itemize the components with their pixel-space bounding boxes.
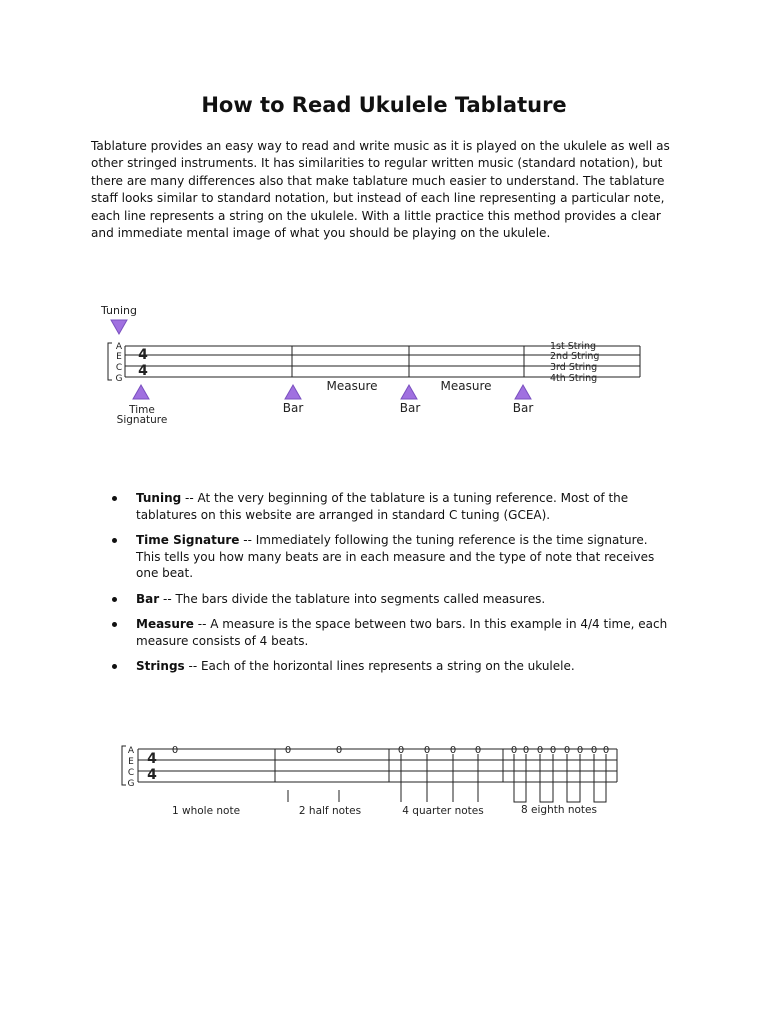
staff-lines (138, 749, 617, 782)
tuning-label: Tuning (100, 304, 138, 317)
tab-anatomy-diagram (0, 300, 768, 435)
string-letter-a: A (127, 746, 135, 756)
term-tuning: Tuning (136, 491, 182, 505)
staff-start-bracket (122, 746, 126, 785)
page-title: How to Read Ukulele Tablature (201, 93, 567, 117)
tuning-marker-icon (111, 320, 127, 334)
fret-number: 0 (536, 745, 544, 756)
fret-number: 0 (510, 745, 518, 756)
fret-number: 0 (474, 745, 482, 756)
bar-label-2: Bar (399, 401, 421, 415)
time-signature-label-2: Signature (116, 414, 168, 426)
string-letter-g: G (115, 374, 123, 384)
fret-number: 0 (576, 745, 584, 756)
eighth-note-beam (540, 754, 553, 802)
eighth-note-group (511, 745, 609, 802)
whole-note-label: 1 whole note (171, 805, 241, 817)
fret-number: 0 (563, 745, 571, 756)
quarter-note-group (398, 745, 481, 802)
string-letter-a: A (115, 342, 123, 352)
term-description: -- A measure is the space between two bars. In this example in 4/4 time, each measure consists of 4 beats. (136, 617, 668, 648)
half-notes-label: 2 half notes (298, 805, 362, 817)
list-item (108, 616, 668, 649)
bullet-dot-icon (112, 622, 117, 627)
fret-number: 0 (397, 745, 405, 756)
fret-number: 0 (171, 745, 179, 756)
note-duration-diagram (0, 735, 768, 830)
string-letter-e: E (116, 352, 122, 362)
eighth-notes-label: 8 eighth notes (521, 804, 597, 816)
list-item (108, 532, 668, 582)
eighth-note-beam (594, 754, 606, 802)
fret-number: 0 (522, 745, 530, 756)
time-signature-top: 4 (147, 751, 157, 767)
intro-paragraph: Tablature provides an easy way to read and write music as it is played on the ukulele as well as other stringed instruments. It has similarities to regular written music (standard notation), but there are many differences also that make tablature much easier to understand. The tablature staff looks similar to standard notation, but instead of each line representing a particular note, each line represents a string on the ukulele. With a little practice this method provides a clear and immediate mental image of what you should be playing on the ukulele. (91, 139, 670, 241)
time-signature-marker-icon (133, 385, 149, 399)
bullet-dot-icon (112, 597, 117, 602)
measure-label-1: Measure (326, 379, 378, 393)
measure-label-2: Measure (440, 379, 492, 393)
bar-label-1: Bar (282, 401, 304, 415)
time-signature-label-1: Time (129, 404, 155, 416)
eighth-note-beam (567, 754, 580, 802)
fret-number: 0 (449, 745, 457, 756)
staff-start-bracket (108, 343, 112, 380)
string-letter-g: G (127, 779, 135, 789)
string-label-4: 4th String (550, 373, 598, 384)
term-list (108, 490, 668, 684)
string-letter-c: C (127, 768, 135, 778)
bullet-dot-icon (112, 538, 117, 543)
fret-number: 0 (590, 745, 598, 756)
term-description: -- The bars divide the tablature into segments called measures. (159, 591, 546, 606)
string-label-2: 2nd String (550, 351, 600, 362)
term-description: -- Immediately following the tuning reference is the time signature. This tells you how many beats are in each measure and the type of note that receives one beat. (136, 533, 655, 580)
term-bar: Bar (136, 591, 160, 606)
string-label-3: 3rd String (550, 362, 598, 373)
time-signature-bottom: 4 (147, 767, 157, 783)
quarter-notes-label: 4 quarter notes (402, 805, 484, 817)
fret-number: 0 (423, 745, 431, 756)
bar-marker-icon-3 (515, 385, 531, 399)
list-item (108, 658, 668, 675)
term-description: -- At the very beginning of the tablature is a tuning reference. Most of the tablatures on this website are arranged in standard C tuning (GCEA). (136, 491, 629, 522)
term-time-signature: Time Signature (136, 533, 240, 547)
fret-number: 0 (335, 745, 343, 756)
bar-marker-icon-1 (285, 385, 301, 399)
bar-label-3: Bar (512, 401, 534, 415)
bullet-dot-icon (112, 664, 117, 669)
fret-number: 0 (284, 745, 292, 756)
list-item (108, 490, 668, 523)
bar-marker-icon-2 (401, 385, 417, 399)
fret-number: 0 (549, 745, 557, 756)
string-letter-c: C (115, 363, 123, 373)
string-label-1: 1st String (550, 341, 597, 352)
fret-number: 0 (602, 745, 610, 756)
time-signature-bottom: 4 (138, 363, 148, 379)
string-letter-e: E (128, 757, 134, 767)
list-item (108, 591, 668, 608)
term-strings: Strings (136, 659, 185, 673)
time-signature-top: 4 (138, 347, 148, 363)
term-description: -- Each of the horizontal lines represents a string on the ukulele. (184, 659, 575, 673)
bullet-dot-icon (112, 496, 117, 501)
eighth-note-beam (514, 754, 526, 802)
term-measure: Measure (136, 617, 194, 631)
